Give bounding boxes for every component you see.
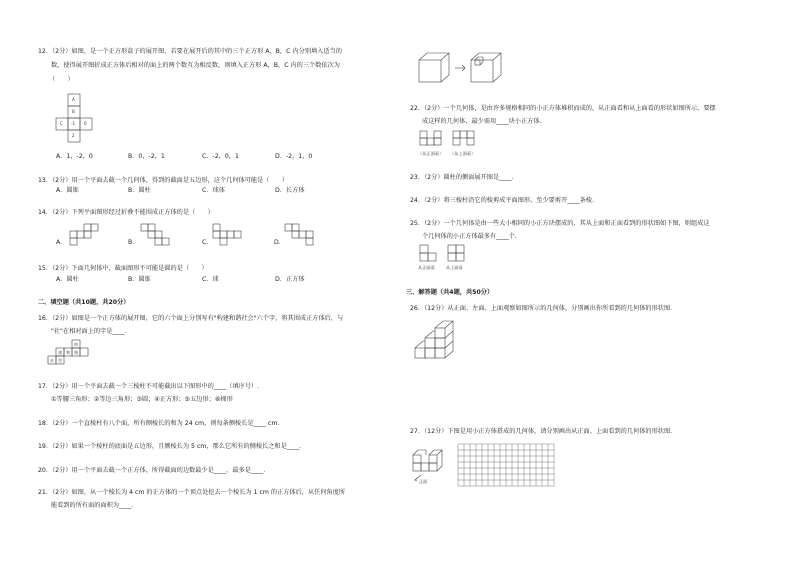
net-char-1: 构 [74, 342, 79, 347]
q12-line2: 数，使得展开图折成正方体后相对的面上的两个数互为相反数，则填入正方形 A，B，C 内的三个数依次为 [51, 62, 340, 69]
q12-option-a[interactable]: A．1，-2，0 [56, 153, 93, 160]
net-cell-neg1: -1 [71, 121, 76, 126]
q13-option-a[interactable]: A．圆锥 [56, 187, 79, 194]
net-cell-c: C [60, 121, 63, 126]
net-char-4: 谐 [74, 350, 79, 355]
q27-caption-front: 正面 [419, 479, 428, 484]
q12-option-c[interactable]: C．-2，0，1 [202, 153, 239, 160]
net-char-6: 会 [58, 358, 63, 363]
q16-net-figure [48, 339, 98, 371]
net-char-2: 建 [58, 350, 63, 355]
q22-line2: 成这样的几何体，最少需用____块小正方体. [422, 118, 542, 125]
q21-line2: 能看到的所有面的面积为____. [51, 502, 134, 509]
q12-line3: （ ） [49, 76, 74, 83]
q12-line1: 12．（2分）如图，是一个正方形盒子的展开图，若要在展开后的其中的三个正方形 A，B，C 内分别填入适当的 [38, 48, 342, 55]
q19-text: 19．（2分）如果一个棱柱的底面是五边形，且侧棱长为 5 cm，那么它所有的侧棱长之和是____. [38, 443, 302, 450]
q21-line1: 21．（2分）如图，从一个棱长为 4 cm 的正方体的一个顶点处挖去一个棱长为 1 cm 的正方体后，从任何角度所 [38, 489, 346, 496]
section-2-heading: 二、填空题（共10题，共20分） [38, 299, 130, 306]
q22-views-figure [419, 130, 489, 153]
q14-text: 14．（2分）下列平面图形经过折叠不能围成正方体的是（ ） [38, 209, 214, 216]
q16-line1: 16．（2分）如图是一个正方体的展开图，它的六个面上分别写有"构建和谐社会"六个字，将其围成正方体后，与 [38, 315, 344, 322]
q13-options [56, 187, 305, 195]
q12-option-b[interactable]: B．0，-2，1 [128, 153, 165, 160]
q16-line2: "社"在相对面上的字是____. [51, 328, 127, 335]
q26-solid-figure [413, 318, 473, 367]
q17-line2: ①等腰三角形；②等边三角形；③圆；④正方形；⑤五边形；⑥梯形 [51, 396, 233, 403]
q12-option-d[interactable]: D．-2，1，0 [275, 153, 313, 160]
q14-option-a[interactable]: A． [56, 239, 67, 246]
q25-line2: 个几何体的小正方体最多有____个. [422, 233, 517, 240]
net-char-5: 社 [50, 358, 55, 363]
q23-text: 23．（2分）圆柱的侧面展开图是____. [410, 174, 514, 181]
q14-option-c[interactable]: C． [202, 239, 213, 246]
q27-answer-grid [458, 444, 554, 489]
q15-text: 15．（2分）下面几何体中，截面图形不可能是圆的是（ ） [38, 265, 208, 272]
q22-caption-front: （从正面看） [418, 151, 444, 156]
q12-options [56, 153, 312, 161]
net-cell-0: 0 [84, 121, 87, 126]
q14-net-d [282, 223, 322, 250]
q18-text: 18．（2分）一个直棱柱有八个面，所有侧棱长的和为 24 cm，则每条侧棱长是____ cm. [38, 420, 280, 427]
q13-option-c[interactable]: C．球体 [202, 187, 225, 194]
q22-caption-top: （从上面看） [450, 151, 476, 156]
q20-text: 20．（2分）用一个平面去截一个正方体，所得截面的边数最少是____，最多是____. [38, 467, 266, 474]
q25-line1: 25．（2分）一个几何体是由一些大小相同的小正方块摆成的，其从上面和正面看到的形状图如下图，则组成这 [410, 220, 710, 227]
q22-line1: 22．（2分）一个几何体，是由许多规格相同的小正方体堆积而成的，从正面看和从上面看的形状如图所示，要摆 [410, 105, 716, 112]
q15-option-d[interactable]: D．正方体 [275, 276, 305, 283]
q13-option-b[interactable]: B．圆柱 [128, 187, 151, 194]
net-char-3: 和 [66, 350, 71, 355]
net-cell-2: 2 [72, 133, 75, 138]
q14-option-d[interactable]: D． [274, 239, 285, 246]
q15-option-c[interactable]: C．球 [202, 276, 219, 283]
q14-net-c [210, 223, 250, 250]
q27-text: 27．（12分）下图是用小正方体搭成的几何体，请分别画出从正面、上面看到的几何体的形状图. [410, 428, 673, 435]
q25-caption-front: 从正面看 [418, 265, 435, 270]
q15-option-a[interactable]: A．圆柱 [56, 276, 79, 283]
q25-caption-top: 从上面看 [446, 265, 463, 270]
q21-cube-figure [417, 50, 507, 93]
q17-line1: 17．（2分）用一个平面去截一个三棱柱不可能截出以下图形中的____（填序号）. [38, 383, 260, 390]
q13-text: 13．（2分）用一个平面去截一个几何体，得到的截面是五边形，这个几何体可能是（ ） [38, 177, 289, 184]
q26-text: 26．（12分）从正面、左面、上面观察如图所示的几何体，分别画出你所看到的几何体的形状图. [410, 305, 673, 312]
q14-net-a [64, 223, 104, 250]
net-cell-b: B [72, 109, 75, 114]
q27-solid-figure [411, 445, 451, 488]
q14-net-b [137, 223, 177, 250]
q14-option-b[interactable]: B． [128, 239, 139, 246]
section-3-heading: 三、解答题（共4题，共50分） [406, 289, 494, 296]
q13-option-d[interactable]: D．长方体 [275, 187, 305, 194]
q15-options [56, 276, 305, 284]
q24-text: 24．（2分）将三棱柱沿它的棱剪成平面图形，至少要剪开____条棱. [410, 197, 594, 204]
net-cell-a: A [72, 97, 75, 102]
q15-option-b[interactable]: B．圆锥 [128, 276, 151, 283]
q25-views-figure [419, 244, 479, 267]
q12-net-figure [52, 92, 100, 162]
